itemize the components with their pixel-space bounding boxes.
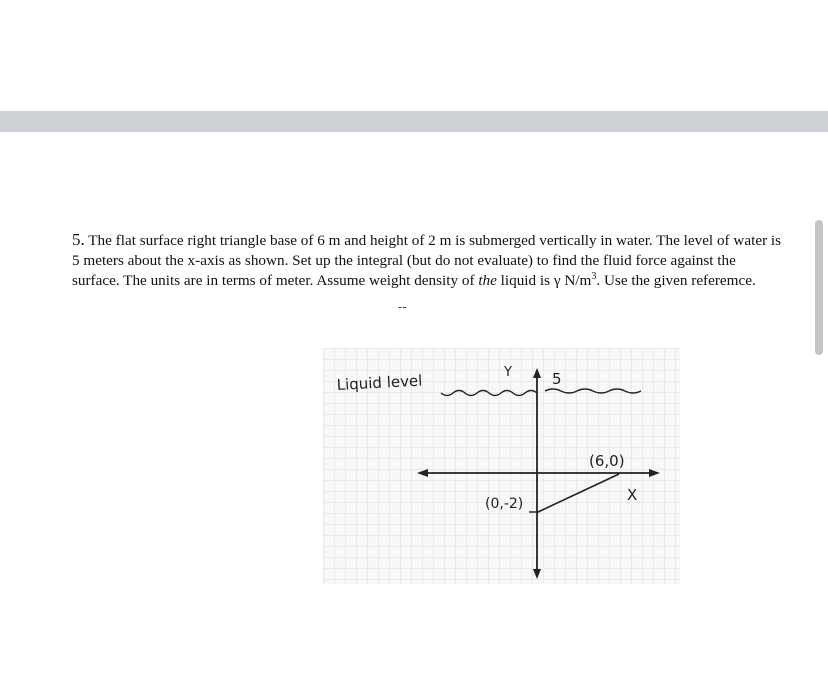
triangle-figure: [323, 348, 680, 584]
triangle-hypotenuse: [538, 474, 619, 512]
problem-text-2: liquid is γ N/m: [496, 272, 592, 289]
liquid-level-line: [441, 389, 641, 396]
dash-mark: --: [398, 300, 407, 314]
problem-text-1: The flat surface right triangle base of 6 m and height of 2 m is submerged vertically in water. The level of water is 5 meters about the x-axis as shown. Set up the integral (but do not evaluate) to find the fluid force against the surface. The units are in terms of meter. Assume weight density of: [72, 232, 782, 289]
problem-text-3: . Use the given referemce.: [596, 272, 756, 289]
y-axis-label: Y: [504, 365, 512, 380]
liquid-level-label: Liquid level: [336, 371, 423, 394]
x-axis-arrow-left: [417, 469, 428, 477]
x-axis-arrow-right: [649, 469, 660, 477]
problem-statement: [72, 230, 784, 291]
point-0-neg2-label: (0,-2): [485, 496, 524, 512]
figure-drawing: [323, 348, 680, 584]
y-axis-arrow-up: [533, 368, 541, 378]
problem-number: 5.: [72, 230, 85, 249]
header-band: [0, 111, 828, 132]
y-axis-arrow-down: [533, 569, 541, 579]
point-6-0-label: (6,0): [589, 452, 625, 470]
scrollbar[interactable]: [815, 220, 823, 355]
superscript-3: 3: [591, 270, 597, 282]
x-axis-label: X: [627, 486, 638, 504]
problem-text-italic: the: [478, 272, 497, 289]
level-value-label: 5: [552, 370, 562, 388]
